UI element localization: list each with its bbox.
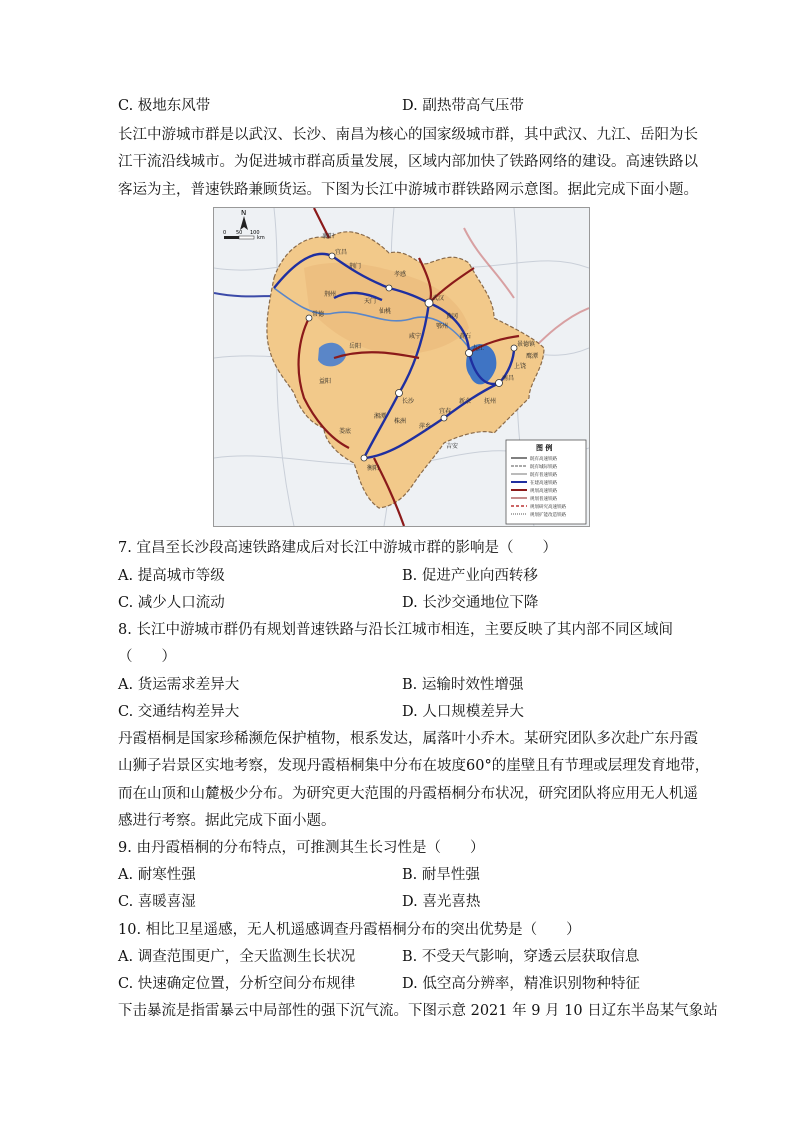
city-label: 鄂州 <box>436 323 449 330</box>
passage2-line: 感进行考察。据此完成下面小题。 <box>118 813 336 829</box>
city-label: 宜昌 <box>335 249 348 256</box>
passage2-line: 丹霞梧桐是国家珍稀濒危保护植物，根系发达，属落叶小乔木。某研究团队多次赴广东丹霞 <box>118 731 698 747</box>
scale-bar <box>223 230 265 241</box>
city-label: 黄冈 <box>446 313 459 320</box>
svg-text:0: 0 <box>223 230 227 236</box>
passage3-line: 下击暴流是指雷暴云中局部性的强下沉气流。下图示意 2021 年 9 月 10 日辽东半岛某气象站 <box>118 1003 718 1019</box>
city-label: 常德 <box>312 311 325 318</box>
city-label: 咸宁 <box>409 333 422 340</box>
city-label: 孝感 <box>394 271 407 278</box>
city-label: 益阳 <box>319 378 332 385</box>
city-label: 娄底 <box>339 428 352 435</box>
city-label: 湘潭 <box>374 413 387 420</box>
q7-option-b: B. 促进产业向西转移 <box>402 568 538 584</box>
q7-option-a: A. 提高城市等级 <box>118 568 225 584</box>
svg-text:规划普速铁路: 规划普速铁路 <box>530 497 557 502</box>
city-label: 九江 <box>472 345 485 352</box>
city-label: 鹰潭 <box>526 353 539 360</box>
svg-text:既有高速铁路: 既有高速铁路 <box>530 457 557 462</box>
north-arrow-icon <box>240 209 248 230</box>
q7-option-c: C. 减少人口流动 <box>118 595 225 611</box>
city-label: 岳阳 <box>349 343 362 350</box>
city-label: 萍乡 <box>419 423 432 430</box>
passage2-line: 而在山顶和山麓极少分布。为研究更大范围的丹霞梧桐分布状况，研究团队将应用无人机遥 <box>118 786 698 802</box>
map-legend <box>506 440 586 524</box>
city-label: 武汉 <box>432 295 445 302</box>
q10-option-a: A. 调查范围更广，全天监测生长状况 <box>118 949 356 965</box>
svg-text:N: N <box>241 209 247 217</box>
city-label: 南昌 <box>502 375 515 382</box>
svg-text:50: 50 <box>236 230 243 236</box>
q6-option-c: C. 极地东风带 <box>118 98 211 114</box>
passage2-line: 山狮子岩景区实地考察，发现丹霞梧桐集中分布在坡度60°的崖壁且有节理或层理发育地带， <box>118 758 710 774</box>
svg-text:既有普速铁路: 既有普速铁路 <box>530 473 557 478</box>
q8-option-d: D. 人口规模差异大 <box>402 704 524 720</box>
city-label: 黄石 <box>459 333 472 340</box>
svg-text:100: 100 <box>250 230 260 236</box>
city-label: 荆州 <box>324 291 337 298</box>
passage1-line: 江干流沿线城市。为促进城市群高质量发展，区域内部加快了铁路网络的建设。高速铁路以 <box>118 154 698 170</box>
city-label: 衡阳 <box>367 465 380 472</box>
city-label: 仙桃 <box>379 308 392 315</box>
city-label: 荆门 <box>349 263 362 270</box>
q9-stem: 9. 由丹霞梧桐的分布特点，可推测其生长习性是（ ） <box>118 840 485 856</box>
city-label: 新余 <box>459 398 472 405</box>
city-label: 抚州 <box>484 398 497 405</box>
q6-option-d: D. 副热带高气压带 <box>402 98 524 114</box>
q9-option-b: B. 耐旱性强 <box>402 867 480 883</box>
q10-option-c: C. 快速确定位置，分析空间分布规律 <box>118 976 356 992</box>
q8-option-c: C. 交通结构差异大 <box>118 704 240 720</box>
svg-text:km: km <box>257 235 265 241</box>
svg-text:规划扩能改造铁路: 规划扩能改造铁路 <box>530 513 566 518</box>
passage1-line: 客运为主，普速铁路兼顾货运。下图为长江中游城市群铁路网示意图。据此完成下面小题。 <box>118 182 698 198</box>
city-label: 景德镇 <box>517 341 536 348</box>
city-label: 宜春 <box>439 408 452 415</box>
svg-text:规划研究高速铁路: 规划研究高速铁路 <box>530 505 566 510</box>
q7-stem: 7. 宜昌至长沙段高速铁路建成后对长江中游城市群的影响是（ ） <box>118 540 557 556</box>
q10-option-d: D. 低空高分辨率，精准识别物种特征 <box>402 976 640 992</box>
city-label: 株洲 <box>394 418 407 425</box>
city-label: 吉安 <box>446 443 459 450</box>
svg-text:既有城际铁路: 既有城际铁路 <box>530 465 557 470</box>
city-label: 天门 <box>364 298 377 305</box>
passage1-line: 长江中游城市群是以武汉、长沙、南昌为核心的国家级城市群，其中武汉、九江、岳阳为长 <box>118 127 698 143</box>
q9-option-d: D. 喜光喜热 <box>402 894 481 910</box>
svg-text:规划高速铁路: 规划高速铁路 <box>530 489 557 494</box>
q8-option-b: B. 运输时效性增强 <box>402 677 524 693</box>
svg-text:图 例: 图 例 <box>536 444 553 452</box>
railway-network-map <box>213 207 590 527</box>
q8-paren: （ ） <box>118 649 176 665</box>
q9-option-c: C. 喜暖喜湿 <box>118 894 196 910</box>
city-label: 长沙 <box>402 398 415 405</box>
q7-option-d: D. 长沙交通地位下降 <box>402 595 539 611</box>
city-label: 上饶 <box>514 363 527 370</box>
q10-stem: 10. 相比卫星遥感，无人机遥感调查丹霞梧桐分布的突出优势是（ ） <box>118 922 581 938</box>
q9-option-a: A. 耐寒性强 <box>118 867 196 883</box>
svg-text:在建高速铁路: 在建高速铁路 <box>530 481 557 486</box>
q10-option-b: B. 不受天气影响，穿透云层获取信息 <box>402 949 640 965</box>
q8-option-a: A. 货运需求差异大 <box>118 677 240 693</box>
city-label: 襄阳 <box>322 233 335 240</box>
q8-stem: 8. 长江中游城市群仍有规划普速铁路与沿长江城市相连，主要反映了其内部不同区域间 <box>118 622 673 638</box>
